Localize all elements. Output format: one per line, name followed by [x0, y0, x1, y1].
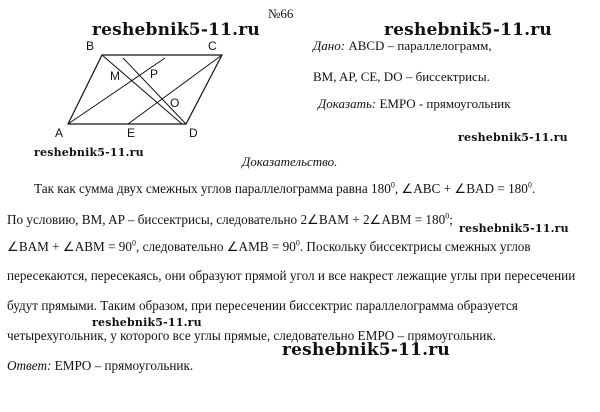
point-m-label: M — [110, 69, 120, 83]
watermark-top-left: reshebnik5-11.ru — [92, 20, 260, 40]
degree-sup: 0 — [132, 238, 136, 248]
proof-line-1a: Так как сумма двух смежных углов параллелограмма равна 180 — [34, 181, 391, 196]
proof-line-1 — [34, 181, 535, 197]
degree-sup: 0 — [527, 180, 532, 190]
proof-line-2a: По условию, BM, AP – биссектрисы, следовательно 2∠BAM + 2∠ABM = 180 — [7, 212, 446, 227]
watermark-left: reshebnik5-11.ru — [34, 146, 144, 159]
parallelogram-abcd — [68, 55, 222, 124]
problem-number: №66 — [268, 6, 294, 21]
answer-line — [7, 358, 193, 374]
watermark-mid: reshebnik5-11.ru — [92, 316, 202, 329]
proof-line-3 — [7, 239, 531, 255]
proof-line-3c: . Поскольку биссектрисы смежных углов — [299, 239, 531, 254]
point-p-label: P — [150, 67, 159, 81]
proof-line-1b: , ∠ABC + ∠BAD = 180 — [394, 181, 528, 196]
given-label: Дано: — [313, 38, 346, 53]
answer-text: EMPO – прямоугольник. — [51, 358, 194, 373]
given-text-1: ABCD – параллелограмм, — [345, 38, 492, 53]
degree-sup: 0 — [390, 180, 395, 190]
given-line-2: BM, AP, CE, DO – биссектрисы. — [313, 69, 490, 84]
prove-text: EMPO - прямоугольник — [376, 96, 511, 111]
answer-label: Ответ: — [7, 358, 52, 373]
proof-line-2 — [7, 212, 453, 228]
proof-line-5: будут прямыми. Таким образом, при пересечении биссектрис параллелограмма образуется — [7, 298, 518, 313]
point-a-label: A — [55, 126, 64, 140]
point-o-label: O — [170, 96, 180, 110]
parallelogram-figure — [0, 0, 260, 145]
watermark-bottom: reshebnik5-11.ru — [282, 340, 450, 360]
proof-line-3a: ∠BAM + ∠ABM = 90 — [7, 239, 132, 254]
proof-line-1c: . — [531, 181, 536, 196]
proof-line-2b: ; — [449, 212, 453, 227]
point-d-label: D — [189, 126, 198, 140]
degree-sup: 0 — [295, 238, 300, 248]
proof-heading: Доказательство. — [242, 154, 338, 169]
point-c-label: C — [208, 39, 217, 53]
watermark-top-right: reshebnik5-11.ru — [384, 20, 552, 40]
prove-label: Доказать: — [318, 96, 377, 111]
proof-line-3b: , следовательно ∠AMB = 90 — [136, 239, 296, 254]
point-e-label: E — [127, 126, 136, 140]
prove-line — [318, 96, 511, 112]
watermark-mid-right: reshebnik5-11.ru — [458, 131, 568, 144]
degree-sup: 0 — [445, 211, 450, 221]
point-b-label: B — [86, 39, 95, 53]
proof-line-6: четырехугольник, у которого все углы прямые, следовательно EMPO – прямоугольник. — [7, 328, 497, 343]
watermark-right-2: reshebnik5-11.ru — [459, 222, 569, 235]
proof-line-4: пересекаются, пересекаясь, они образуют прямой угол и все накрест лежащие углы при пересечении — [7, 268, 576, 283]
given-line-1 — [313, 38, 492, 54]
